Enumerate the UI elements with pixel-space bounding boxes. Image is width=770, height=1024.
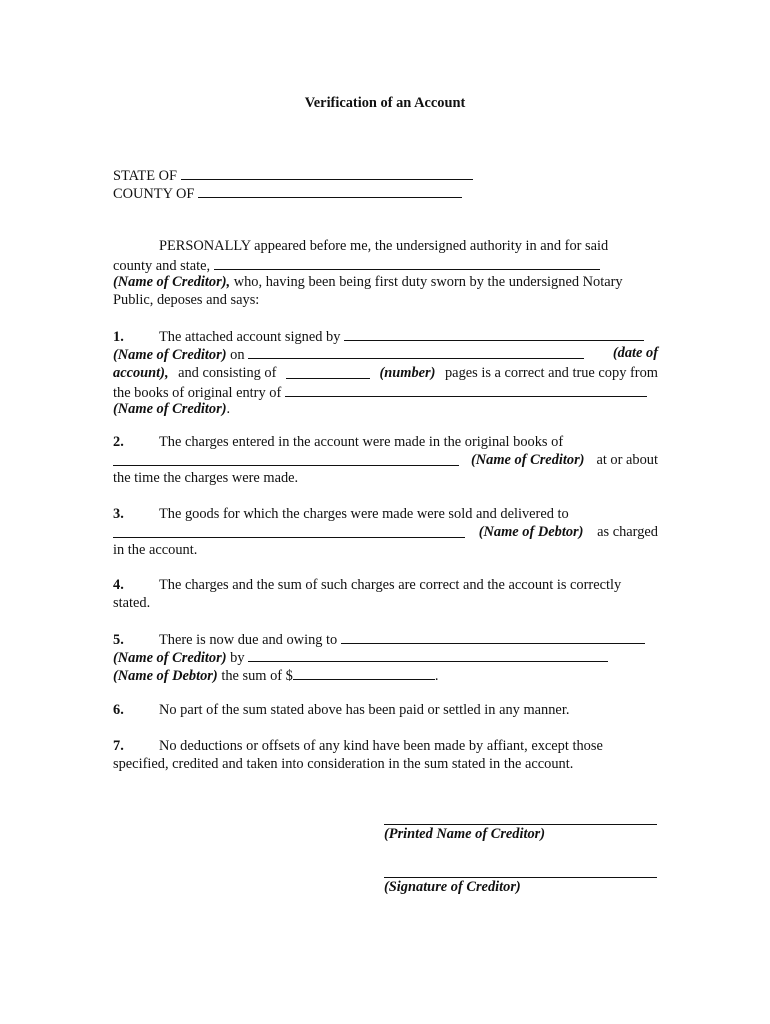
item-7-text: No deductions or offsets of any kind have been made by affiant, except those: [159, 738, 603, 754]
item-1-consisting: and consisting of: [178, 365, 277, 381]
printed-name-label: (Printed Name of Creditor): [384, 826, 546, 842]
item-1-period: .: [226, 401, 231, 417]
date-blank[interactable]: [248, 344, 584, 359]
intro-line-4: Public, deposes and says:: [113, 292, 260, 308]
item-2-number: 2.: [113, 434, 124, 450]
item-1-text: The attached account signed by: [159, 329, 341, 345]
signer-blank[interactable]: [344, 326, 644, 341]
item-5-number: 5.: [113, 632, 124, 648]
item-1-account-label: account),: [113, 365, 169, 381]
item-1-books: the books of original entry of: [113, 385, 282, 401]
item-3-debtor-label: (Name of Debtor): [478, 524, 584, 540]
item-1-creditor-label: (Name of Creditor): [113, 347, 227, 363]
item-1-creditor-label-2: (Name of Creditor): [113, 401, 227, 417]
item-5-creditor-label: (Name of Creditor): [113, 650, 227, 666]
item-2: [113, 433, 658, 487]
intro-line-3: who, having been being first duty sworn by the undersigned Notary: [233, 274, 623, 290]
item-4-text: The charges and the sum of such charges are correct and the account is correctly: [159, 577, 622, 593]
item-3-charged: as charged: [597, 524, 658, 540]
item-1-number: 1.: [113, 329, 124, 345]
intro-line-2: county and state,: [113, 258, 211, 274]
books-blank[interactable]: [113, 451, 459, 466]
item-7-number: 7.: [113, 738, 124, 754]
item-2-about: at or about: [596, 452, 658, 468]
item-2-text: The charges entered in the account were made in the original books of: [159, 434, 564, 450]
item-1-pages: pages is a correct and true copy from: [444, 365, 658, 381]
item-1-date-label: (date of: [612, 345, 658, 361]
item-5-text: There is now due and owing to: [159, 632, 338, 648]
intro-line-1: PERSONALLY appeared before me, the undersigned authority in and for said: [159, 238, 609, 254]
item-6-text: No part of the sum stated above has been paid or settled in any manner.: [159, 702, 570, 718]
county-label: COUNTY OF: [113, 186, 195, 202]
item-1: [113, 326, 658, 418]
item-5-debtor-label: (Name of Debtor): [113, 668, 218, 684]
county-blank[interactable]: [198, 183, 462, 198]
document-title: Verification of an Account: [304, 95, 466, 111]
item-6-number: 6.: [113, 702, 124, 718]
item-5-sum: the sum of $: [221, 668, 293, 684]
item-3-text: The goods for which the charges were made were sold and delivered to: [159, 506, 569, 522]
item-1-on: on: [230, 347, 245, 363]
signature-label: (Signature of Creditor): [384, 879, 521, 895]
item-5: [113, 629, 658, 683]
intro-creditor-label: (Name of Creditor),: [113, 274, 231, 290]
item-3-text-2: in the account.: [113, 542, 198, 558]
venue-block: [113, 165, 658, 201]
item-3-number: 3.: [113, 506, 124, 522]
item-7-text-2: specified, credited and taken into consideration in the sum stated in the account.: [113, 756, 574, 772]
state-label: STATE OF: [113, 168, 178, 184]
intro-paragraph: [113, 237, 658, 309]
item-2-creditor-label: (Name of Creditor): [470, 452, 585, 468]
pages-number-blank[interactable]: [286, 364, 370, 379]
owed-to-blank[interactable]: [341, 629, 645, 644]
item-2-text-2: the time the charges were made.: [113, 470, 299, 486]
item-3: [113, 505, 658, 559]
item-5-period: .: [434, 668, 439, 684]
item-6: [113, 701, 658, 719]
item-4-number: 4.: [113, 577, 124, 593]
state-blank[interactable]: [181, 165, 473, 180]
sum-amount-blank[interactable]: [293, 665, 435, 680]
item-5-by: by: [230, 650, 245, 666]
delivered-to-blank[interactable]: [113, 523, 465, 538]
item-4-text-2: stated.: [113, 595, 151, 611]
item-4: [113, 576, 658, 612]
books-owner-blank[interactable]: [285, 382, 647, 397]
state-of-creditor-blank[interactable]: [214, 255, 600, 270]
owed-by-blank[interactable]: [248, 647, 608, 662]
item-1-number-label: (number): [379, 365, 436, 381]
item-7: [113, 737, 658, 773]
